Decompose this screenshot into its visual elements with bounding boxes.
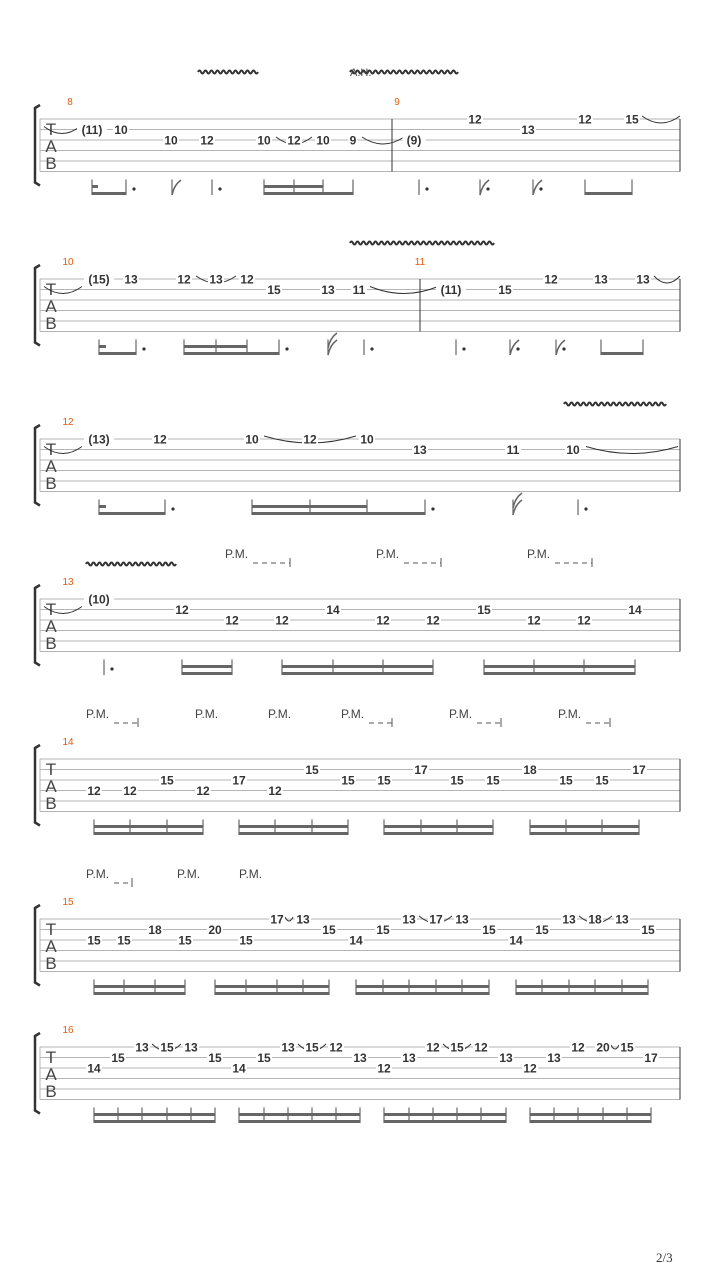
measure-number: 11 bbox=[414, 257, 426, 268]
beam bbox=[516, 992, 648, 995]
tab-system bbox=[35, 547, 680, 675]
fret-number: 11 bbox=[506, 443, 520, 457]
fret-number: 15 bbox=[111, 1051, 125, 1065]
fret-number: 12 bbox=[571, 1040, 585, 1055]
fret-number: 10 bbox=[316, 133, 330, 148]
fret-number: (9) bbox=[406, 133, 422, 148]
dot bbox=[425, 187, 428, 190]
fret-number: 18 bbox=[148, 923, 162, 937]
fret-number: 14 bbox=[509, 933, 523, 948]
beam-secondary bbox=[94, 985, 185, 988]
palm-mute-label: P.M. bbox=[341, 707, 365, 721]
fret-number: 12 bbox=[123, 784, 137, 798]
beam bbox=[94, 992, 185, 995]
beam-secondary bbox=[484, 665, 635, 668]
fret-number: 15 bbox=[178, 933, 192, 948]
palm-mute-label: P.M. bbox=[195, 707, 219, 721]
measure-number: 12 bbox=[62, 417, 74, 428]
fret-number: 10 bbox=[245, 432, 259, 447]
fret-number: 13 bbox=[636, 272, 650, 287]
fret-number: 14 bbox=[349, 933, 363, 948]
fret-number: 18 bbox=[588, 912, 602, 927]
tab-clef-letter: B bbox=[45, 794, 57, 813]
tab-clef-letter: T bbox=[45, 600, 57, 619]
note-flag bbox=[172, 180, 181, 195]
fret-number: 17 bbox=[632, 763, 646, 777]
vibrato-wave bbox=[350, 242, 494, 245]
fret-number: 10 bbox=[114, 123, 128, 137]
fret-number: 15 bbox=[498, 283, 512, 297]
tab-clef-letter: A bbox=[45, 137, 57, 156]
fret-number: (11) bbox=[81, 123, 103, 137]
fret-number: 12 bbox=[474, 1040, 488, 1055]
vibrato-wave bbox=[564, 403, 666, 406]
fret-number: 15 bbox=[160, 773, 174, 788]
beam-secondary bbox=[215, 985, 329, 988]
fret-number: 20 bbox=[596, 1040, 610, 1055]
tab-system bbox=[35, 1025, 680, 1123]
beam bbox=[585, 192, 632, 195]
fret-number: 15 bbox=[208, 1051, 222, 1065]
beam bbox=[484, 672, 635, 675]
beam bbox=[182, 672, 232, 675]
fret-number: 12 bbox=[376, 613, 390, 628]
fret-number: 20 bbox=[208, 923, 222, 937]
beam-secondary bbox=[384, 825, 493, 828]
fret-number: 18 bbox=[523, 763, 537, 777]
fret-number: 14 bbox=[232, 1061, 246, 1076]
fret-number: 12 bbox=[303, 432, 317, 447]
fret-number: (15) bbox=[88, 272, 110, 287]
tab-clef-letter: A bbox=[45, 937, 57, 956]
fret-number: 15 bbox=[477, 603, 491, 617]
fret-number: 13 bbox=[124, 272, 138, 287]
palm-mute-label: P.M. bbox=[558, 707, 582, 721]
palm-mute-label: P.M. bbox=[449, 707, 473, 721]
tab-clef-letter: T bbox=[45, 760, 57, 779]
fret-number: 13 bbox=[499, 1051, 513, 1065]
fret-number: 12 bbox=[329, 1040, 343, 1055]
fret-number: 15 bbox=[239, 933, 253, 948]
fret-number: 10 bbox=[566, 443, 580, 457]
beam-secondary bbox=[530, 825, 639, 828]
fret-number: 12 bbox=[377, 1061, 391, 1076]
fret-number: 13 bbox=[594, 272, 608, 287]
fret-number: 12 bbox=[468, 112, 482, 127]
beam bbox=[99, 352, 136, 355]
system-bracket bbox=[35, 425, 40, 506]
beam bbox=[384, 832, 493, 835]
fret-number: 17 bbox=[429, 912, 443, 927]
tab-clef-letter: B bbox=[45, 314, 57, 333]
fret-number: 13 bbox=[562, 912, 576, 927]
fret-number: 12 bbox=[175, 603, 189, 617]
system-bracket bbox=[35, 745, 40, 826]
beam-secondary bbox=[356, 985, 489, 988]
fret-number: 15 bbox=[322, 923, 336, 937]
fret-number: 11 bbox=[352, 283, 366, 297]
fret-number: 15 bbox=[641, 923, 655, 937]
measure-number: 13 bbox=[62, 577, 74, 588]
fret-number: 15 bbox=[595, 773, 609, 788]
tab-clef-letter: B bbox=[45, 954, 57, 973]
beam-secondary bbox=[384, 1113, 506, 1116]
fret-number: (10) bbox=[88, 592, 110, 607]
beam bbox=[94, 832, 203, 835]
tab-clef-letter: A bbox=[45, 297, 57, 316]
tab-clef-letter: T bbox=[45, 440, 57, 459]
tab-system bbox=[35, 867, 680, 995]
dot bbox=[285, 347, 288, 350]
dot bbox=[171, 507, 174, 510]
fret-number: 12 bbox=[544, 272, 558, 287]
tab-clef-letter: T bbox=[45, 920, 57, 939]
beam bbox=[282, 672, 433, 675]
fret-number: 13 bbox=[296, 912, 310, 927]
fret-number: 13 bbox=[353, 1051, 367, 1065]
beam-secondary bbox=[516, 985, 648, 988]
fret-number: 14 bbox=[628, 603, 642, 617]
fret-number: 15 bbox=[535, 923, 549, 937]
fret-number: 13 bbox=[413, 443, 427, 457]
dot bbox=[584, 507, 587, 510]
dot bbox=[462, 347, 465, 350]
beam bbox=[252, 512, 425, 515]
beam bbox=[601, 352, 643, 355]
tab-clef-letter: B bbox=[45, 634, 57, 653]
fret-number: 15 bbox=[450, 773, 464, 788]
fret-number: 15 bbox=[377, 773, 391, 788]
palm-mute-label: P.M. bbox=[268, 707, 292, 721]
measure-number: 14 bbox=[62, 737, 74, 748]
beam bbox=[215, 992, 329, 995]
fret-number: 14 bbox=[326, 603, 340, 617]
palm-mute-label: P.M. bbox=[225, 547, 249, 561]
system-bracket bbox=[35, 105, 40, 186]
fret-number: 15 bbox=[376, 923, 390, 937]
beam bbox=[94, 1120, 215, 1123]
fret-number: 12 bbox=[426, 1040, 440, 1055]
beam bbox=[384, 1120, 506, 1123]
vibrato-wave bbox=[86, 563, 176, 566]
measure-number: 10 bbox=[62, 257, 74, 268]
fret-number: 15 bbox=[450, 1040, 464, 1055]
beam-secondary bbox=[99, 505, 106, 508]
fret-number: 17 bbox=[414, 763, 428, 777]
beam-secondary bbox=[182, 665, 232, 668]
fret-number: 12 bbox=[527, 613, 541, 628]
palm-mute-label: P.M. bbox=[86, 707, 110, 721]
fret-number: 13 bbox=[135, 1040, 149, 1055]
tab-clef-letter: T bbox=[45, 280, 57, 299]
fret-number: 12 bbox=[240, 272, 254, 287]
beam bbox=[184, 352, 279, 355]
tab-clef-letter: A bbox=[45, 617, 57, 636]
vibrato-wave bbox=[198, 71, 258, 74]
fret-number: 17 bbox=[232, 773, 246, 788]
fret-number: 13 bbox=[209, 272, 223, 287]
system-bracket bbox=[35, 905, 40, 986]
dot bbox=[132, 187, 135, 190]
beam bbox=[239, 1120, 360, 1123]
fret-number: 13 bbox=[455, 912, 469, 927]
beam bbox=[99, 512, 165, 515]
dot bbox=[142, 347, 145, 350]
fret-number: 12 bbox=[523, 1061, 537, 1076]
fret-number: 12 bbox=[225, 613, 239, 628]
fret-number: 17 bbox=[270, 912, 284, 927]
system-bracket bbox=[35, 265, 40, 346]
fret-number: 17 bbox=[644, 1051, 658, 1065]
fret-number: 15 bbox=[87, 933, 101, 948]
fret-number: 15 bbox=[341, 773, 355, 788]
dot bbox=[539, 187, 542, 190]
beam-secondary bbox=[94, 1113, 215, 1116]
fret-number: 13 bbox=[402, 1051, 416, 1065]
fret-number: 10 bbox=[360, 432, 374, 447]
tab-clef-letter: T bbox=[45, 120, 57, 139]
tab-clef-letter: T bbox=[45, 1048, 57, 1067]
fret-number: 15 bbox=[486, 773, 500, 788]
fret-number: 15 bbox=[267, 283, 281, 297]
fret-number: 12 bbox=[153, 432, 167, 447]
tab-system bbox=[35, 67, 680, 195]
beam-secondary bbox=[264, 185, 323, 188]
fret-number: (11) bbox=[440, 283, 462, 297]
dot bbox=[110, 667, 113, 670]
measure-number: 8 bbox=[67, 97, 73, 108]
beam-secondary bbox=[99, 345, 106, 348]
fret-number: 13 bbox=[521, 123, 535, 137]
dot bbox=[431, 507, 434, 510]
dot bbox=[218, 187, 221, 190]
fret-number: 15 bbox=[559, 773, 573, 788]
fret-number: 13 bbox=[184, 1040, 198, 1055]
fret-number: 9 bbox=[349, 133, 357, 148]
beam-secondary bbox=[252, 505, 367, 508]
tab-clef-letter: A bbox=[45, 777, 57, 796]
palm-mute-label: P.M. bbox=[239, 867, 263, 881]
fret-number: 12 bbox=[177, 272, 191, 287]
beam-secondary bbox=[92, 185, 98, 188]
fret-number: 12 bbox=[287, 133, 301, 148]
tab-clef-letter: A bbox=[45, 457, 57, 476]
beam bbox=[264, 192, 353, 195]
fret-number: 12 bbox=[275, 613, 289, 628]
fret-number: 12 bbox=[268, 784, 282, 798]
tab-clef-letter: B bbox=[45, 154, 57, 173]
fret-number: 15 bbox=[305, 1040, 319, 1055]
dot bbox=[486, 187, 489, 190]
measure-number: 16 bbox=[62, 1025, 74, 1036]
beam bbox=[530, 1120, 651, 1123]
tab-system bbox=[35, 403, 680, 516]
fret-number: 13 bbox=[615, 912, 629, 927]
fret-number: 12 bbox=[196, 784, 210, 798]
dot bbox=[516, 347, 519, 350]
fret-number: 12 bbox=[426, 613, 440, 628]
beam-secondary bbox=[94, 825, 203, 828]
beam-secondary bbox=[239, 825, 348, 828]
fret-number: 15 bbox=[160, 1040, 174, 1055]
tab-system bbox=[35, 707, 680, 835]
tab-clef-letter: A bbox=[45, 1065, 57, 1084]
fret-number: 15 bbox=[117, 933, 131, 948]
fret-number: 15 bbox=[257, 1051, 271, 1065]
fret-number: 10 bbox=[257, 133, 271, 148]
fret-number: 14 bbox=[87, 1061, 101, 1076]
beam bbox=[92, 192, 126, 195]
palm-mute-label: P.M. bbox=[86, 867, 110, 881]
fret-number: 15 bbox=[305, 763, 319, 777]
system-bracket bbox=[35, 585, 40, 666]
fret-number: 15 bbox=[482, 923, 496, 937]
fret-number: (13) bbox=[88, 432, 110, 447]
measure-number: 15 bbox=[62, 897, 74, 908]
palm-mute-label: P.M. bbox=[177, 867, 201, 881]
beam-secondary bbox=[530, 1113, 651, 1116]
fret-number: 15 bbox=[620, 1040, 634, 1055]
beam-secondary bbox=[282, 665, 433, 668]
technique-label: A.H. bbox=[350, 67, 372, 79]
beam bbox=[530, 832, 639, 835]
beam bbox=[356, 992, 489, 995]
tab-clef-letter: B bbox=[45, 474, 57, 493]
fret-number: 13 bbox=[402, 912, 416, 927]
system-bracket bbox=[35, 1033, 40, 1114]
dot bbox=[370, 347, 373, 350]
beam-secondary bbox=[239, 1113, 360, 1116]
palm-mute-label: P.M. bbox=[527, 547, 551, 561]
page-number: 2/3 bbox=[656, 1250, 673, 1265]
fret-number: 13 bbox=[547, 1051, 561, 1065]
fret-number: 10 bbox=[164, 133, 178, 148]
tab-clef-letter: B bbox=[45, 1082, 57, 1101]
fret-number: 12 bbox=[200, 133, 214, 148]
fret-number: 13 bbox=[281, 1040, 295, 1055]
fret-number: 13 bbox=[321, 283, 335, 297]
palm-mute-label: P.M. bbox=[376, 547, 400, 561]
beam bbox=[239, 832, 348, 835]
fret-number: 12 bbox=[87, 784, 101, 798]
beam-secondary bbox=[184, 345, 247, 348]
tab-system bbox=[35, 242, 680, 356]
fret-number: 12 bbox=[578, 112, 592, 127]
fret-number: 12 bbox=[577, 613, 591, 628]
dot bbox=[562, 347, 565, 350]
measure-number: 9 bbox=[394, 97, 400, 108]
fret-number: 15 bbox=[625, 112, 639, 127]
